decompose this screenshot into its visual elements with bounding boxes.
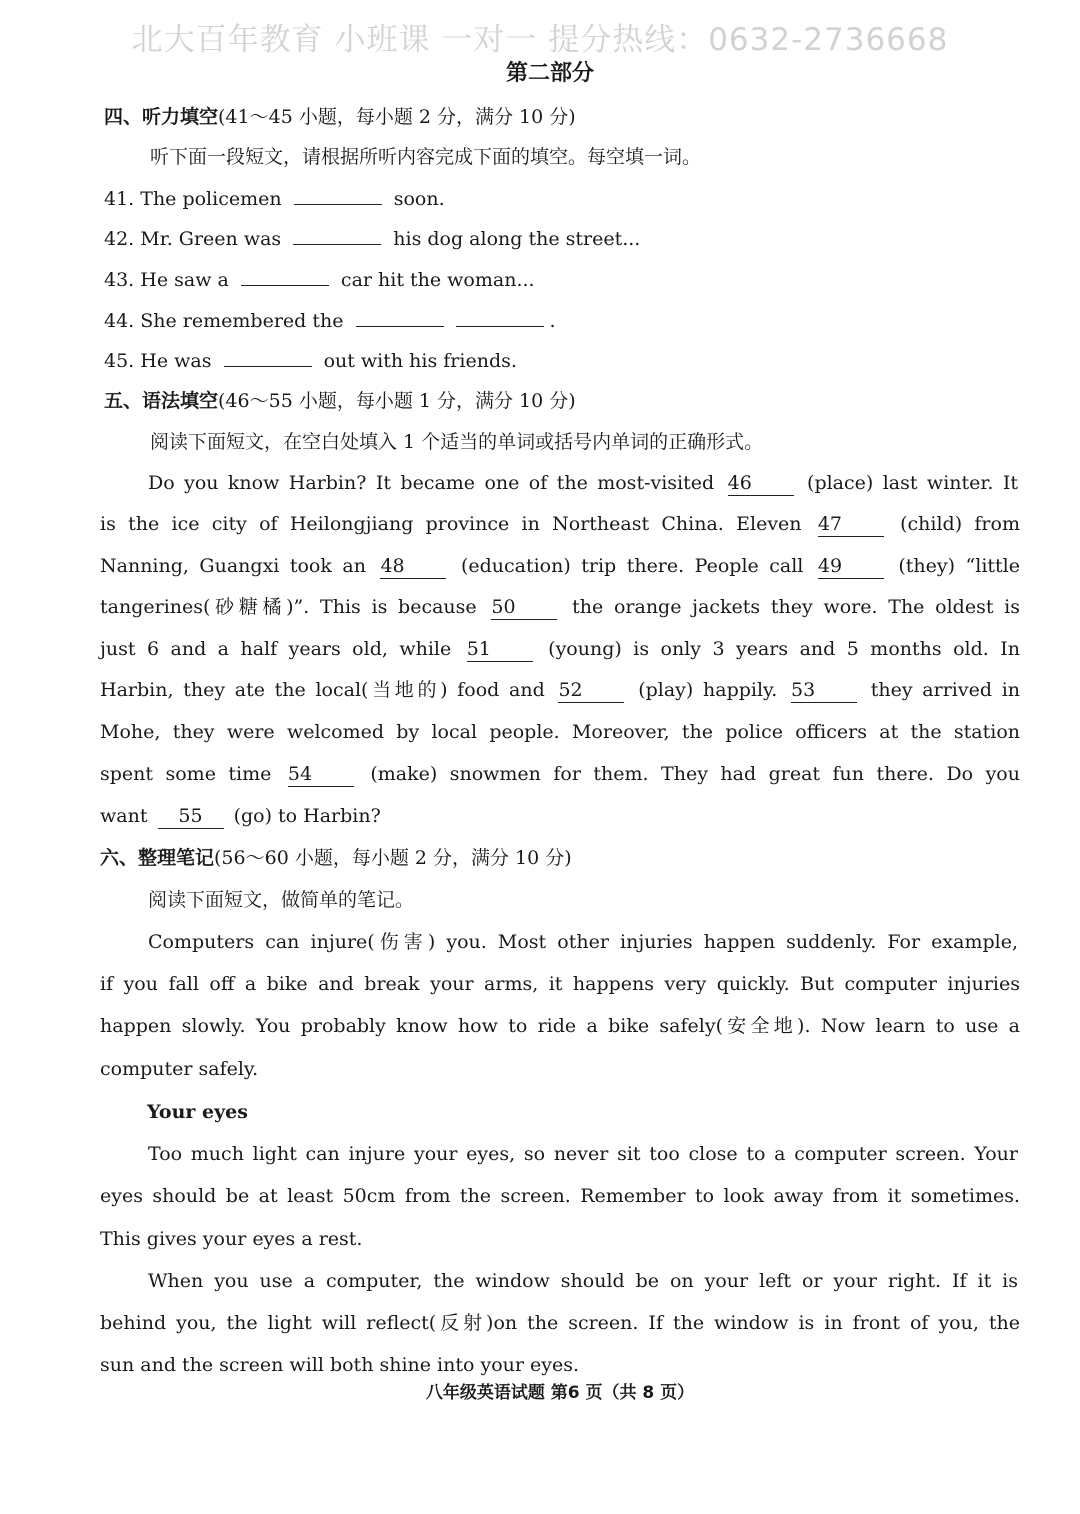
q41-number: 41. xyxy=(104,188,135,210)
p-line3-b: (education) trip there. People call xyxy=(460,555,804,577)
q42-blank xyxy=(293,226,381,245)
reading-p1-line-4: computer safely. xyxy=(100,1058,259,1080)
section6-title: 六、整理笔记 xyxy=(100,847,215,869)
p-line1-a: Do you know Harbin? It became one of the most-visited xyxy=(148,472,715,494)
q41-text-before: The policemen xyxy=(140,188,282,210)
passage-line-4 xyxy=(100,592,1020,622)
section4-heading xyxy=(104,102,1024,132)
q45-text-after: out with his friends. xyxy=(323,350,517,372)
section4-instruction: 听下面一段短文，请根据所听内容完成下面的填空。每空填一词。 xyxy=(150,146,702,168)
p-line3-a: Nanning, Guangxi took an xyxy=(100,555,366,577)
reading-p3-line-3: sun and the screen will both shine into your eyes. xyxy=(100,1354,580,1376)
question-43 xyxy=(104,265,1024,295)
q44-text-after: . xyxy=(549,310,556,332)
page-footer: 八年级英语试题 第6 页（共 8 页） xyxy=(425,1383,695,1403)
q44-number: 44. xyxy=(104,310,135,332)
question-41 xyxy=(104,184,1024,214)
p-line6-b: (play) happily. xyxy=(638,679,778,701)
p-line9-b: (go) to Harbin? xyxy=(233,805,381,827)
q44-text-before: She remembered the xyxy=(140,310,344,332)
blank-50: 50 xyxy=(491,595,557,620)
q41-text-after: soon. xyxy=(393,188,445,210)
question-44 xyxy=(104,306,1024,336)
q42-text-after: his dog along the street... xyxy=(393,228,641,250)
p-line6-c: they arrived in xyxy=(870,679,1021,701)
passage-line-6 xyxy=(100,675,1020,705)
reading-p2-line-1: Too much light can injure your eyes, so never sit too close to a computer screen. Your xyxy=(148,1143,1018,1165)
passage-line-5 xyxy=(100,634,1020,664)
section5-note: (46～55 小题，每小题 1 分，满分 10 分) xyxy=(218,390,576,412)
section5-title: 五、语法填空 xyxy=(104,390,219,412)
blank-52: 52 xyxy=(558,678,624,703)
reading-p3-line-1: When you use a computer, the window should be on your left or your right. If it is xyxy=(148,1270,1018,1292)
q43-text-after: car hit the woman... xyxy=(340,269,535,291)
section6-note: (56～60 小题，每小题 2 分，满分 10 分) xyxy=(214,847,572,869)
section6-heading xyxy=(100,843,1020,873)
passage-line-1 xyxy=(148,468,1018,498)
blank-54: 54 xyxy=(288,762,354,787)
p-line2-b: (child) from xyxy=(900,513,1020,535)
q41-blank xyxy=(294,186,382,205)
p-line9-a: want xyxy=(100,805,148,827)
blank-53: 53 xyxy=(791,678,857,703)
section5-instruction: 阅读下面短文，在空白处填入 1 个适当的单词或括号内单词的正确形式。 xyxy=(150,431,764,453)
p-line3-c: (they) “little xyxy=(898,555,1020,577)
passage-line-3 xyxy=(100,551,1020,581)
q43-blank xyxy=(241,267,329,286)
question-42 xyxy=(104,224,1024,254)
p-line4-a: tangerines(砂糖橘)”. This is because xyxy=(100,596,477,618)
q45-blank xyxy=(224,348,312,367)
reading-p1-line-2: if you fall off a bike and break your arms, it happens very quickly. But computer injuries xyxy=(100,973,1020,995)
p-line8-b: (make) snowmen for them. They had great fun there. Do you xyxy=(370,763,1020,785)
blank-55: 55 xyxy=(158,804,224,829)
p-line5-b: (young) is only 3 years and 5 months old. In xyxy=(548,638,1020,660)
q45-number: 45. xyxy=(104,350,135,372)
p-line6-a: Harbin, they ate the local(当地的) food and xyxy=(100,679,545,701)
blank-49: 49 xyxy=(818,554,884,579)
section5-heading xyxy=(104,386,1024,416)
p-line4-b: the orange jackets they wore. The oldest is xyxy=(572,596,1020,618)
q44-blank-2 xyxy=(456,308,544,327)
passage-line-2 xyxy=(100,509,1020,539)
question-45 xyxy=(104,346,1024,376)
q44-blank-1 xyxy=(356,308,444,327)
passage-line-8 xyxy=(100,759,1020,789)
section4-title: 四、听力填空 xyxy=(104,106,219,128)
blank-51: 51 xyxy=(467,637,533,662)
reading-p1-line-3: happen slowly. You probably know how to ride a bike safely(安全地). Now learn to use a xyxy=(100,1015,1020,1037)
watermark: 北大百年教育 小班课 一对一 提分热线：0632-2736668 xyxy=(131,22,949,58)
p-line5-a: just 6 and a half years old, while xyxy=(100,638,452,660)
reading-p2-line-2: eyes should be at least 50cm from the screen. Remember to look away from it sometimes. xyxy=(100,1185,1020,1207)
p-line7-a: Mohe, they were welcomed by local people. Moreover, the police officers at the station xyxy=(100,721,1020,743)
q42-text-before: Mr. Green was xyxy=(140,228,282,250)
subtitle-your-eyes: Your eyes xyxy=(147,1101,248,1123)
p-line1-b: (place) last winter. It xyxy=(807,472,1018,494)
blank-46: 46 xyxy=(728,471,794,496)
p-line8-a: spent some time xyxy=(100,763,272,785)
page-title: 第二部分 xyxy=(505,61,594,86)
section4-note: (41～45 小题，每小题 2 分，满分 10 分) xyxy=(218,106,576,128)
passage-line-7 xyxy=(100,717,1020,747)
reading-p1-line-1: Computers can injure(伤害) you. Most other injuries happen suddenly. For example, xyxy=(148,931,1018,953)
blank-48: 48 xyxy=(380,554,446,579)
p-line2-a: is the ice city of Heilongjiang province in Northeast China. Eleven xyxy=(100,513,802,535)
q45-text-before: He was xyxy=(140,350,212,372)
passage-line-9 xyxy=(100,801,1020,831)
reading-p2-line-3: This gives your eyes a rest. xyxy=(100,1228,363,1250)
q42-number: 42. xyxy=(104,228,135,250)
reading-p3-line-2: behind you, the light will reflect(反射)on the screen. If the window is in front of you, the xyxy=(100,1312,1020,1334)
q43-text-before: He saw a xyxy=(140,269,229,291)
q43-number: 43. xyxy=(104,269,135,291)
section6-instruction: 阅读下面短文，做简单的笔记。 xyxy=(148,889,415,911)
blank-47: 47 xyxy=(818,512,884,537)
